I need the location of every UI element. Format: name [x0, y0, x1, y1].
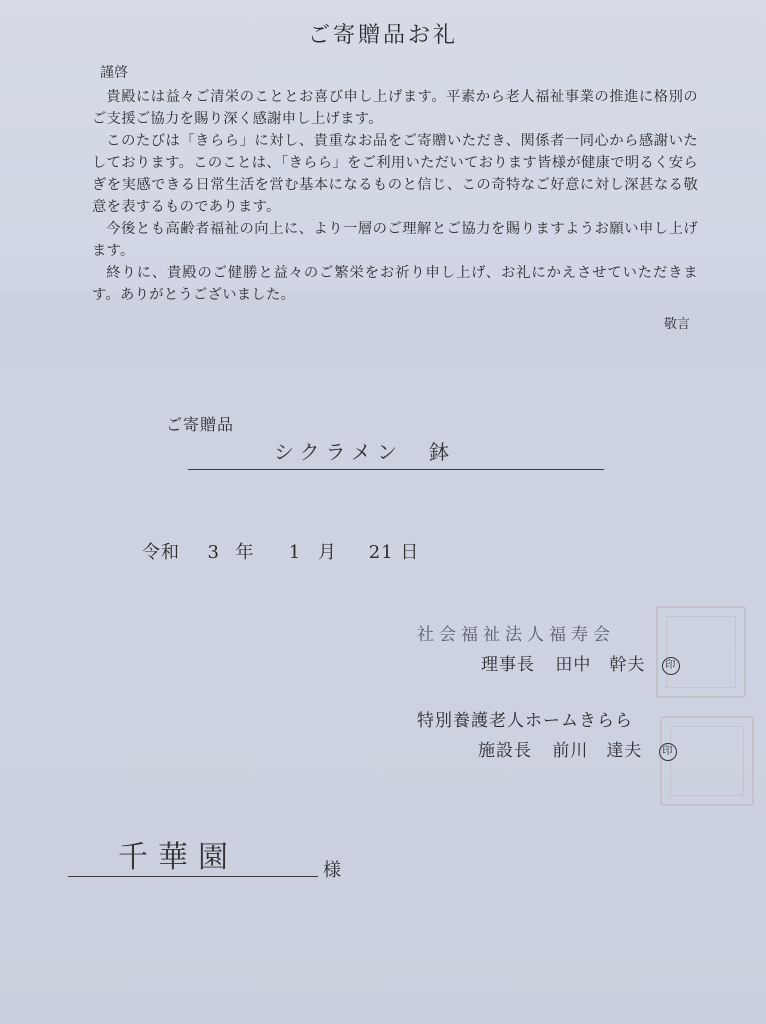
- signatory-organization: 社会福祉法人福寿会: [417, 625, 615, 645]
- issue-date: [142, 538, 419, 564]
- signatory-representative: [481, 650, 680, 675]
- closing-salutation: 敬言: [664, 317, 691, 332]
- date-era: 令和: [142, 542, 180, 563]
- gift-underline: [188, 469, 604, 470]
- date-day: 21: [368, 542, 394, 563]
- opening-salutation: 謹啓: [100, 65, 128, 81]
- recipient-underline: [68, 876, 318, 877]
- paragraph-closing: 終りに、貴殿のご健勝と益々のご繁栄をお祈り申し上げ、お礼にかえさせていただきます。ありがとうございました。: [92, 265, 698, 303]
- document-title: ご寄贈品お礼: [307, 23, 458, 48]
- gift-label: ご寄贈品: [166, 415, 235, 434]
- recipient-name-handwritten: 千華園: [118, 840, 238, 875]
- seal-mark: 印: [659, 743, 677, 761]
- seal-mark: 印: [662, 657, 680, 675]
- date-month-unit: 月: [317, 542, 337, 563]
- paragraph-greeting: 貴殿には益々ご清栄のこととお喜び申し上げます。平素から老人福祉事業の推進に格別のご支援ご協力を賜り深く感謝申し上げます。: [92, 89, 698, 127]
- director-name: 前川 達夫: [552, 741, 643, 761]
- date-year-unit: 年: [235, 542, 255, 563]
- facility-director: [478, 736, 677, 761]
- date-day-unit: 日: [400, 542, 420, 563]
- signatory-name: 田中 幹夫: [555, 655, 646, 675]
- date-year: 3: [207, 542, 220, 563]
- facility-stamp: [660, 716, 754, 806]
- paragraph-thanks: このたびは「きらら」に対し、貴重なお品をご寄贈いただき、関係者一同心から感謝いたしております。このことは、「きらら」をご利用いただいております皆様が健康で明るく安らぎを実感できる日常生活を営む基本になるものと信じ、この奇特なご好意に対し深甚なる敬意を表するものであります。: [92, 133, 698, 215]
- paragraph-request: 今後とも高齢者福祉の向上に、より一層のご理解とご協力を賜りますようお願い申し上げます。: [92, 221, 698, 259]
- letter-body: [92, 86, 698, 306]
- recipient-honorific: 様: [323, 860, 341, 881]
- facility-name: 特別養護老人ホームきらら: [417, 711, 633, 731]
- date-month: 1: [288, 542, 302, 563]
- gift-value-handwritten: シクラメン 鉢: [274, 440, 455, 464]
- director-title: 施設長: [478, 741, 532, 761]
- signatory-title: 理事長: [481, 655, 535, 675]
